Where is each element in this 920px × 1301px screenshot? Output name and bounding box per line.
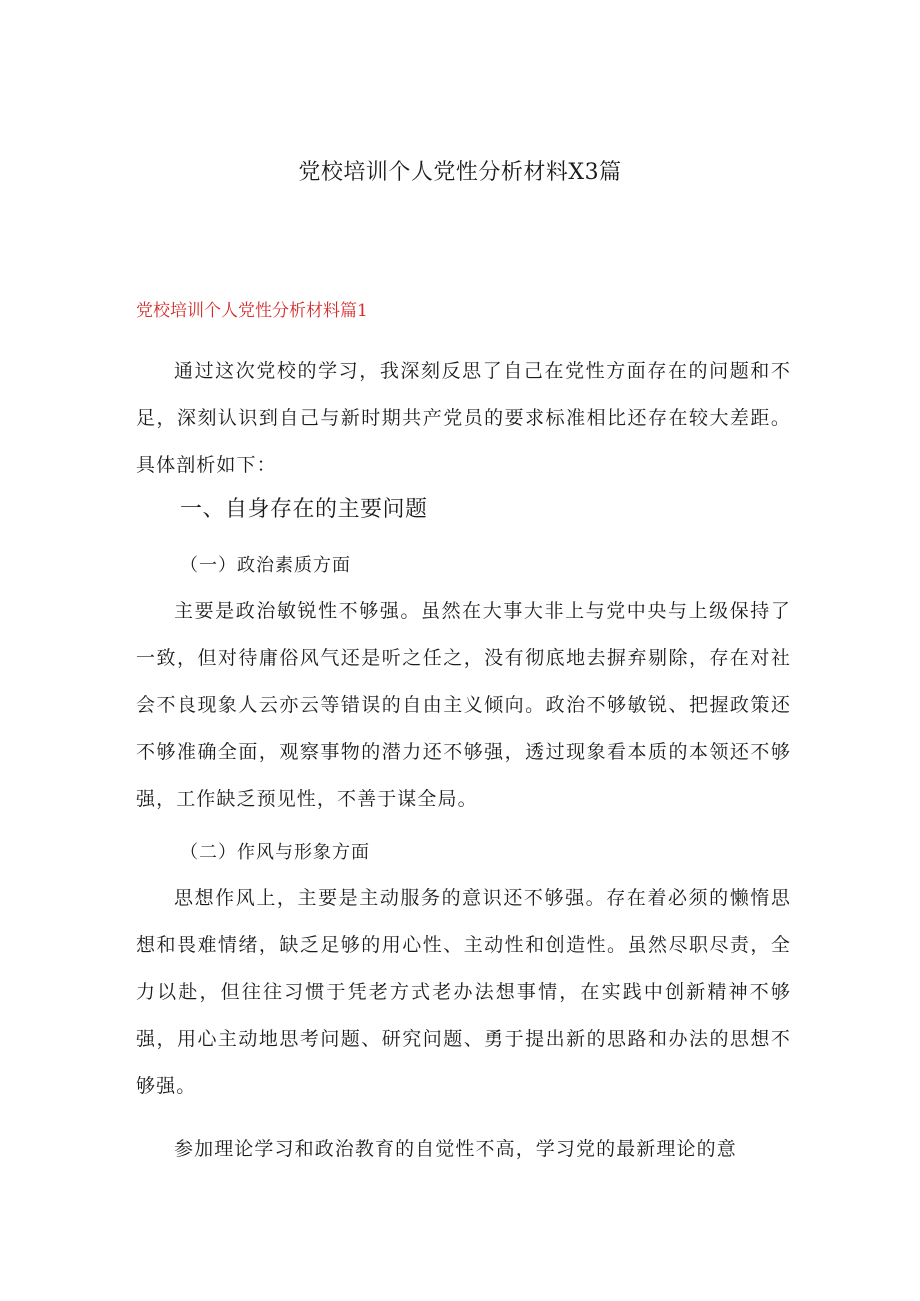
paragraph-style-image: 思想作风上，主要是主动服务的意识还不够强。存在着必须的懒惰思想和畏难情绪，缺乏足够的用心性、主动性和创造性。虽然尽职尽责，全力以赴，但往往习惯于凭老方式老办法想事情，在实践中创新精神不够强，用心主动地思考问题、研究问题、勇于提出新的思路和办法的思想不够强。 — [136, 887, 791, 1097]
heading-main-problems: 一、自身存在的主要问题 — [180, 497, 428, 522]
subheading-political-quality: （一）政治素质方面 — [180, 555, 351, 576]
section-heading: 党校培训个人党性分析材料篇1 — [136, 301, 368, 321]
subheading-style-image: （二）作风与形象方面 — [180, 842, 370, 863]
paragraph-political-quality: 主要是政治敏锐性不够强。虽然在大事大非上与党中央与上级保持了一致，但对待庸俗风气还是听之任之，没有彻底地去摒弃剔除，存在对社会不良现象人云亦云等错误的自由主义倾向。政治不够敏锐、把握政策还不够准确全面，观察事物的潜力还不够强，透过现象看本质的本领还不够强，工作缺乏预见性，不善于谋全局。 — [136, 600, 791, 810]
document-title: 党校培训个人党性分析材料X3篇 — [298, 160, 622, 185]
paragraph-theory-study: 参加理论学习和政治教育的自觉性不高，学习党的最新理论的意 — [174, 1138, 737, 1160]
intro-paragraph: 通过这次党校的学习，我深刻反思了自己在党性方面存在的问题和不足，深刻认识到自己与新时期共产党员的要求标准相比还存在较大差距。具体剖析如下： — [136, 360, 791, 476]
